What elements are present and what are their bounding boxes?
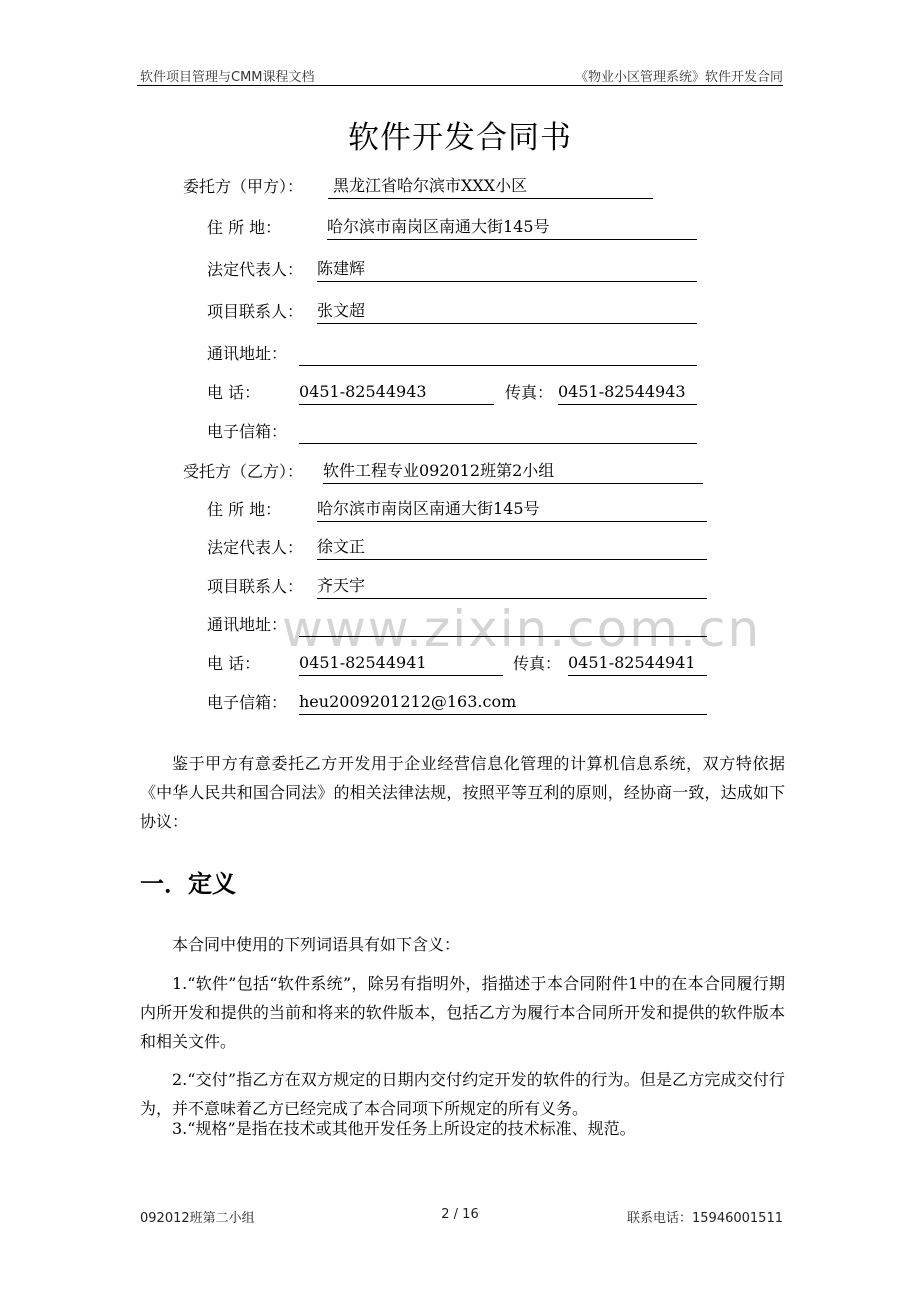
party-b-address-row [207,497,712,523]
party-b-email-label: 电子信箱： [207,693,288,712]
party-b-email: heu2009201212@163.com [299,690,707,715]
party-b-fax-label: 传真： [513,654,562,673]
party-a-label: 委托方（甲方）： [183,177,304,196]
header-rule [137,85,783,86]
party-a-name-row [183,174,653,200]
header-left: 软件项目管理与CMM课程文档 [140,70,315,85]
party-b-rep-label: 法定代表人： [207,538,304,557]
definition-item-2: 2.“交付”指乙方在双方规定的日期内交付约定开发的软件的行为。但是乙方完成交付行为，并不意味着乙方已经完成了本合同项下所规定的所有义务。 [140,1070,785,1118]
party-a-name: 黑龙江省哈尔滨市XXX小区 [328,174,653,199]
party-b-contact-label: 项目联系人： [207,577,304,596]
party-a-fax-label: 传真： [505,383,554,402]
party-a-contact: 张文超 [317,299,697,324]
party-b-email-row [207,690,712,716]
party-b-mail-row [207,612,712,638]
party-b-label: 受托方（乙方）： [183,462,304,481]
party-a-phone-row [207,380,702,406]
party-b-address-label: 住 所 地： [207,500,282,519]
party-b-mail-label: 通讯地址： [207,615,288,634]
party-b-phone-row [207,651,712,677]
definition-item-3: 3.“规格”是指在技术或其他开发任务上所设定的技术标准、规范。 [172,1119,636,1138]
party-b-fax: 0451-82544941 [568,651,707,676]
party-a-contact-label: 项目联系人： [207,302,304,321]
party-a-rep-label: 法定代表人： [207,260,304,279]
page-number: 2 / 16 [441,1207,479,1222]
party-a-mail-label: 通讯地址： [207,344,288,363]
party-a-phone-label: 电 话： [207,383,261,402]
header-right: 《物业小区管理系统》软件开发合同 [574,70,783,85]
section-intro: 本合同中使用的下列词语具有如下含义： [172,935,461,954]
party-b-phone-label: 电 话： [207,654,261,673]
party-b-name-row [183,459,708,485]
party-a-mail-row [207,341,702,367]
party-b-rep: 徐文正 [317,535,707,560]
party-a-address-row [207,215,702,241]
page-title: 软件开发合同书 [348,120,572,156]
party-a-address-label: 住 所 地： [207,218,282,237]
party-a-contact-row [207,299,702,325]
party-b-name: 软件工程专业092012班第2小组 [323,459,703,484]
party-a-email-label: 电子信箱： [207,422,288,441]
party-a-mail [299,341,697,366]
section-heading: 一．定义 [140,870,236,898]
preamble-paragraph: 鉴于甲方有意委托乙方开发用于企业经营信息化管理的计算机信息系统，双方特依据《中华人民共和国合同法》的相关法律法规，按照平等互利的原则，经协商一致，达成如下协议： [140,754,785,831]
footer-left: 092012班第二小组 [140,1211,255,1226]
party-a-phone: 0451-82544943 [299,380,494,405]
party-a-rep-row [207,257,702,283]
party-a-rep: 陈建辉 [317,257,697,282]
party-b-mail [299,612,707,637]
party-b-address: 哈尔滨市南岗区南通大街145号 [317,497,707,522]
party-a-email-row [207,419,702,445]
party-a-fax: 0451-82544943 [558,380,697,405]
party-b-contact: 齐天宇 [317,574,707,599]
party-a-address: 哈尔滨市南岗区南通大街145号 [327,215,697,240]
party-b-contact-row [207,574,712,600]
party-b-rep-row [207,535,712,561]
footer-right: 联系电话：15946001511 [627,1211,783,1226]
party-b-phone: 0451-82544941 [299,651,503,676]
party-a-email [299,419,697,444]
definition-item-1: 1.“软件”包括“软件系统”，除另有指明外，指描述于本合同附件1中的在本合同履行期内所开发和提供的当前和将来的软件版本，包括乙方为履行本合同所开发和提供的软件版本和相关文件。 [140,974,785,1051]
watermark: www.zixin.com.cn [282,600,762,658]
